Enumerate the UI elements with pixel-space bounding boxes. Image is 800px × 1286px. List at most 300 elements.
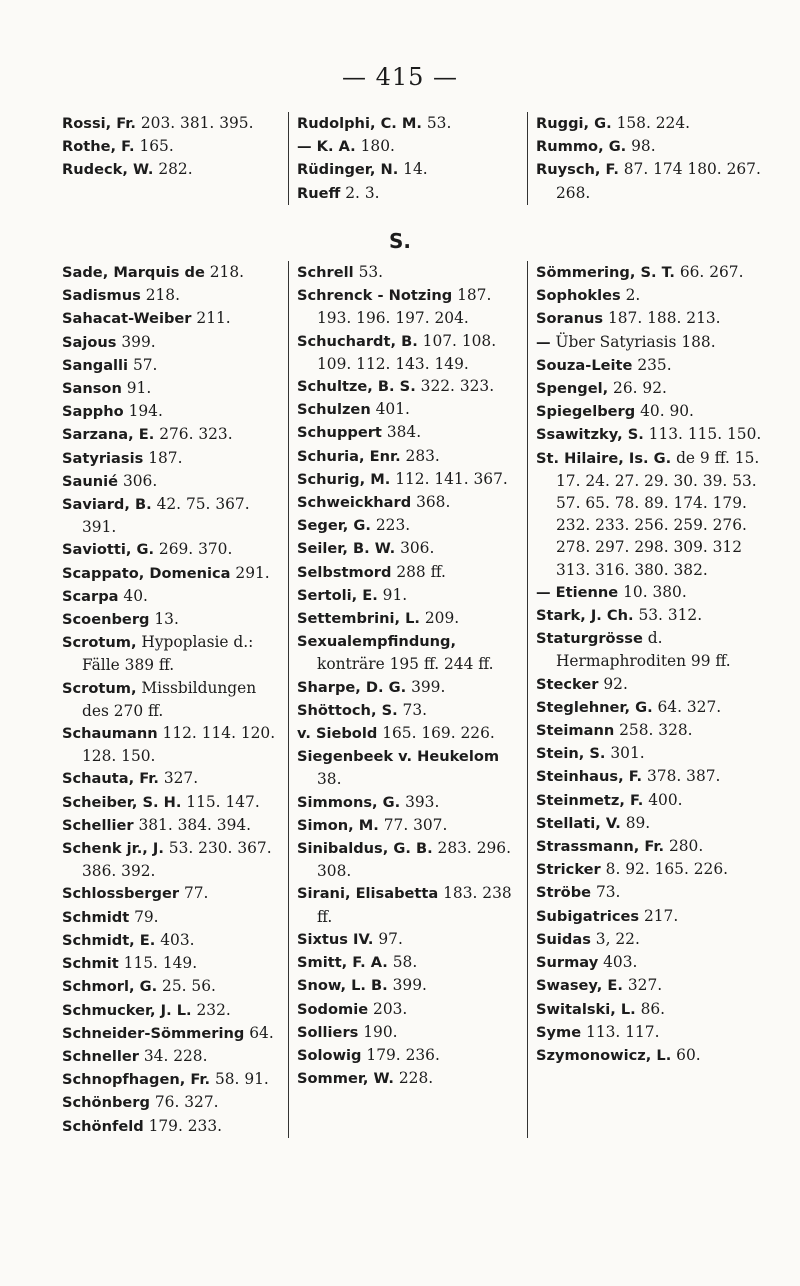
entry-refs: 10. 380. [623,582,687,601]
entry-refs: 399. [411,677,446,696]
index-entry [536,765,762,788]
entry-name: Schweickhard [297,494,412,512]
entry-refs: 58. 91. [214,1070,269,1089]
entry-refs: 91. [382,585,408,604]
entry-name: Scrotum, [62,634,137,652]
entry-refs: 113. 117. [586,1022,660,1041]
entry-name: Subigatrices [536,907,640,925]
entry-refs: 73. [595,883,621,902]
entry-name: Schmucker, J. L. [62,1001,192,1019]
entry-name: Seger, G. [297,517,371,535]
entry-name: Scrotum, [62,679,137,697]
index-entry [297,261,523,284]
entry-refs: 190. [363,1022,398,1041]
entry-name: Stark, J. Ch. [536,607,634,625]
entry-name: Siegenbeek v. Heukelom [297,748,500,766]
entry-name: Switalski, L. [536,1000,636,1018]
entry-refs: 403. [160,930,195,949]
entry-name: Rossi, Fr. [62,115,136,132]
entry-name: Schuchardt, B. [297,332,418,350]
entry-refs: 115. 149. [123,954,198,973]
index-entry [536,835,762,858]
index-entry [62,112,284,135]
entry-name: Spengel, [536,380,609,398]
entry-refs: d. Hermaphroditen 99 ff. [556,629,731,671]
index-entry [297,445,523,468]
index-entry [297,468,523,491]
index-entry [62,882,284,905]
entry-name: Rummo, G. [536,138,627,156]
entry-refs: 218. [209,263,245,281]
entry-name: Sömmering, S. T. [536,264,675,281]
index-entry [297,814,523,837]
index-entry [536,696,762,719]
entry-refs: Hypoplasie d.: Fälle 389 ff. [82,633,254,675]
index-top-block [62,112,766,205]
entry-refs: 13. [154,610,179,629]
index-entry [62,331,284,354]
entry-refs: 393. [405,792,440,811]
index-entry [297,284,523,329]
entry-refs: 399. [392,976,427,995]
entry-name: Rothe, F. [62,138,135,156]
entry-refs: 381. 384. 394. [138,815,252,834]
entry-refs: de 9 ff. 15. 17. 24. 27. 29. 30. 39. 53. 57. 65. 78. 89. 174. 179. 232. 233. 256. 259. 276. 278. 297. 298. 309. 312 313. 316. 380. 382. [556,448,760,579]
index-entry [536,354,762,377]
index-entry [536,112,762,135]
page-number: — 415 — [341,63,459,91]
index-entry [297,882,523,927]
index-entry [536,881,762,904]
entry-refs: 187. [148,448,183,467]
index-column [288,112,527,205]
entry-refs: 112. 114. 120. 128. 150. [82,724,276,766]
entry-name: Schellier [62,816,134,834]
index-entry [297,112,523,135]
index-entry [62,814,284,837]
entry-refs: 8. 92. 165. 226. [605,860,729,879]
entry-name: Sexualempfindung, [297,633,457,651]
index-entry [536,627,762,672]
entry-name: Schmorl, G. [62,978,158,996]
entry-name: Steinmetz, F. [536,791,644,809]
entry-name: Sophokles [536,287,621,305]
entry-refs: 113. 115. 150. [648,425,762,444]
index-entry [62,999,284,1022]
entry-refs: 34. 228. [143,1046,208,1065]
entry-refs: 327. [627,976,663,995]
entry-refs: 38. [317,770,342,789]
index-entry [297,951,523,974]
entry-name: Snow, L. B. [297,977,388,995]
index-entry [62,1115,284,1138]
index-entry [62,722,284,767]
index-entry [297,561,523,584]
entry-name: Shöttoch, S. [297,701,398,719]
entry-name: Schmit [62,955,119,973]
entry-name: Seiler, B. W. [297,540,396,558]
entry-name: Schenk jr., J. [62,840,164,858]
entry-refs: 165. [139,137,174,156]
index-entry [297,998,523,1021]
index-entry [62,585,284,608]
entry-name: Scappato, Domenica [62,564,231,582]
entry-refs: 107. 108. 109. 112. 143. 149. [317,331,497,373]
entry-refs: 280. [668,837,704,856]
entry-name: Ssawitzky, S. [536,426,644,444]
entry-name: v. Siebold [297,725,378,743]
entry-name: Syme [536,1023,582,1041]
entry-refs: konträre 195 ff. 244 ff. [317,655,494,674]
index-entry [297,584,523,607]
entry-name: Swasey, E. [536,977,623,995]
entry-refs: 180. [360,137,395,156]
index-entry [62,400,284,423]
index-entry [536,331,762,354]
entry-name: Sixtus IV. [297,930,374,948]
entry-name: Sertoli, E. [297,586,378,604]
entry-refs: 58. [392,953,418,972]
entry-refs: 276. 323. [159,425,233,444]
entry-refs: 400. [648,790,683,809]
entry-name: Ströbe [536,884,592,902]
index-entry [62,562,284,585]
index-column [62,112,288,205]
entry-name: Soranus [536,310,604,328]
index-entry [62,837,284,882]
index-entry [297,791,523,814]
index-entry [536,158,762,203]
entry-name: Schlossberger [62,885,180,903]
entry-refs: 2. 3. [345,183,380,202]
entry-name: Schulzen [297,401,371,419]
entry-name: Settembrini, L. [297,610,420,628]
index-entry [536,284,762,307]
index-entry [536,423,762,446]
index-entry [62,284,284,307]
index-entry [297,699,523,722]
entry-refs: Missbildungen des 270 ff. [82,678,257,720]
index-entry [297,330,523,375]
entry-refs: 92. [603,674,628,693]
index-entry [62,975,284,998]
entry-refs: 79. [134,907,159,926]
index-entry [297,537,523,560]
index-entry [62,158,284,181]
entry-name: Schurig, M. [297,470,391,488]
entry-refs: 282. [158,160,193,179]
index-entry [62,791,284,814]
entry-name: Sommer, W. [297,1070,394,1088]
index-entry [536,951,762,974]
entry-refs: 64. 327. [657,697,722,716]
entry-refs: 269. 370. [158,540,233,559]
entry-name: Schrenck - Notzing [297,287,453,305]
entry-refs: 98. [631,137,656,156]
entry-name: Schultze, B. S. [297,378,416,396]
entry-name: Simon, M. [297,816,379,834]
entry-refs: 26. 92. [613,379,667,398]
index-column [62,261,288,1138]
entry-name: Simmons, G. [297,793,401,811]
entry-refs: 77. [183,884,209,903]
entry-name: Schnopfhagen, Fr. [62,1071,211,1089]
entry-name: Solliers [297,1023,359,1041]
entry-name: Strassmann, Fr. [536,838,665,856]
index-entry [62,677,284,722]
entry-refs: 97. [378,929,403,948]
index-entry [62,538,284,561]
entry-refs: 158. 224. [616,114,691,132]
entry-refs: 76. 327. [154,1093,219,1112]
entry-refs: 73. [402,700,428,719]
entry-name: Sarzana, E. [62,426,155,444]
entry-refs: 91. [126,379,152,398]
entry-refs: 368. [416,493,451,512]
entry-name: Surmay [536,954,599,972]
entry-name: Schuria, Enr. [297,447,401,465]
entry-refs: 283. [405,446,440,465]
index-entry [297,722,523,745]
index-entry [536,377,762,400]
entry-name: Souza-Leite [536,356,633,374]
entry-refs: 77. 307. [383,815,448,834]
entry-name: Szymonowicz, L. [536,1046,672,1064]
entry-refs: 258. 328. [619,721,693,740]
entry-refs: 179. 236. [366,1045,440,1064]
entry-name: Satyriasis [62,449,144,467]
entry-name: Sodomie [297,1000,369,1018]
entry-refs: 53. 230. 367. 386. 392. [82,839,272,881]
index-entry [297,491,523,514]
index-column [288,261,527,1138]
entry-refs: 218. [145,286,180,305]
index-entry [536,673,762,696]
entry-name: Stecker [536,675,599,693]
entry-name: Sirani, Elisabetta [297,885,439,903]
index-entry [62,631,284,676]
entry-name: Smitt, F. A. [297,954,388,972]
index-entry [297,974,523,997]
entry-refs: 384. [386,423,422,442]
index-column [527,261,766,1138]
index-entry [536,135,762,158]
index-entry [62,1022,284,1045]
index-entry [62,906,284,929]
entry-name: Rudolphi, C. M. [297,115,422,132]
entry-name: Schaumann [62,725,158,743]
index-entry [62,354,284,377]
entry-name: Saunié [62,472,119,490]
index-entry [62,447,284,470]
entry-name: — Etienne [536,583,619,601]
index-entry [62,377,284,400]
entry-refs: 2. [625,286,641,305]
index-entry [62,423,284,446]
index-entry [62,1091,284,1114]
entry-name: Schneller [62,1047,139,1065]
index-entry [62,307,284,330]
index-entry [297,676,523,699]
entry-name: Spiegelberg [536,403,636,421]
entry-refs: 53. [426,114,452,132]
entry-name: Rudeck, W. [62,161,154,179]
index-entry [536,928,762,951]
entry-name: Staturgrösse [536,630,643,648]
index-entry [536,974,762,997]
index-entry [297,745,523,790]
entry-name: Suidas [536,930,591,948]
entry-name: — K. A. [297,138,356,156]
entry-refs: 403. [603,953,638,972]
entry-refs: 14. [403,160,428,179]
index-entry [536,858,762,881]
entry-name: Schrell [297,264,354,281]
entry-name: Schneider-Sömmering [62,1024,245,1042]
entry-refs: 235. [637,355,672,374]
entry-refs: 306. [400,539,435,558]
entry-refs: 399. [121,332,156,351]
index-entry [536,261,762,284]
entry-refs: 3, 22. [595,929,640,948]
entry-name: Steinhaus, F. [536,768,643,786]
entry-refs: 203. [373,999,408,1018]
entry-name: Steimann [536,722,615,740]
index-entry [297,1021,523,1044]
entry-name: Solowig [297,1046,362,1064]
entry-refs: 40. 90. [640,402,694,421]
index-entry [297,607,523,630]
entry-name: Schönberg [62,1094,150,1112]
index-entry [536,789,762,812]
entry-name: Scheiber, S. H. [62,793,182,811]
section-letter: S. [388,229,411,253]
index-entry [62,608,284,631]
entry-name: Sinibaldus, G. B. [297,840,433,858]
index-entry [536,581,762,604]
entry-name: Scoenberg [62,611,150,629]
index-entry [297,398,523,421]
index-entry [62,135,284,158]
entry-refs: 223. [375,516,411,535]
entry-name: Ruggi, G. [536,115,612,132]
entry-refs: 228. [398,1069,434,1088]
entry-refs: Über Satyriasis 188. [555,332,716,351]
entry-refs: 179. 233. [148,1116,223,1135]
entry-refs: 203. 381. 395. [140,114,254,132]
index-entry [536,604,762,627]
index-entry [297,182,523,205]
entry-name: St. Hilaire, Is. G. [536,449,672,467]
entry-name: Sadismus [62,287,141,305]
entry-refs: 87. 174 180. 267. 268. [556,160,761,202]
entry-refs: 322. 323. [420,377,495,396]
index-entry [536,1021,762,1044]
entry-name: Saviard, B. [62,496,152,514]
entry-refs: 283. 296. 308. [317,839,511,881]
entry-refs: 53. [358,263,384,281]
index-entry [297,514,523,537]
index-entry [536,1044,762,1067]
entry-refs: 183. 238 ff. [317,884,512,926]
entry-refs: 57. [132,355,158,374]
index-entry [297,421,523,444]
entry-refs: 64. [249,1023,274,1042]
entry-refs: 66. 267. [679,263,744,281]
entry-name: Stellati, V. [536,814,621,832]
index-entry [62,952,284,975]
entry-name: Sajous [62,333,117,351]
index-entry [297,630,523,675]
entry-name: Schuppert [297,424,382,442]
entry-refs: 232. [196,1000,231,1019]
index-entry [297,135,523,158]
entry-name: Sahacat-Weiber [62,310,192,328]
entry-refs: 217. [643,906,679,925]
entry-name: Scarpa [62,587,119,605]
entry-name: Stein, S. [536,745,606,763]
entry-name: Rüdinger, N. [297,161,399,179]
entry-refs: 301. [610,744,645,763]
entry-name: Steglehner, G. [536,698,653,716]
entry-refs: 378. 387. [647,767,721,786]
index-entry [62,261,284,284]
entry-name: Rueff [297,184,341,202]
entry-refs: 60. [676,1045,701,1064]
index-entry [297,1044,523,1067]
entry-name: Schmidt [62,908,130,926]
entry-refs: 209. [424,609,460,628]
entry-refs: 42. 75. 367. 391. [82,495,250,537]
entry-name: Sade, Marquis de [62,264,205,281]
index-entry [62,493,284,538]
index-entry [536,307,762,330]
entry-name: Sappho [62,403,124,421]
entry-refs: 291. [235,563,270,582]
index-entry [62,470,284,493]
index-main-block [62,261,766,1138]
entry-refs: 288 ff. [396,562,446,581]
entry-refs: 187. 188. 213. [607,309,721,328]
index-entry [297,375,523,398]
entry-refs: 401. [375,400,410,419]
entry-name: Saviotti, G. [62,541,155,559]
entry-refs: 165. 169. 226. [382,724,495,743]
index-entry [536,447,762,581]
index-entry [536,400,762,423]
entry-refs: 112. 141. 367. [395,469,508,488]
entry-refs: 211. [196,309,231,328]
index-entry [297,928,523,951]
entry-name: Sangalli [62,356,129,374]
entry-name: Sanson [62,380,122,398]
index-entry [536,742,762,765]
entry-refs: 115. 147. [186,792,260,811]
entry-name: Schauta, Fr. [62,770,159,788]
entry-refs: 40. [123,586,148,605]
index-entry [62,1068,284,1091]
index-entry [297,1067,523,1090]
entry-refs: 194. [128,402,163,421]
entry-name: Ruysch, F. [536,161,619,179]
index-entry [297,837,523,882]
index-entry [297,158,523,181]
entry-refs: 25. 56. [162,977,216,996]
index-entry [62,767,284,790]
entry-name: Schönfeld [62,1117,144,1135]
entry-name: Sharpe, D. G. [297,678,407,696]
index-entry [536,998,762,1021]
